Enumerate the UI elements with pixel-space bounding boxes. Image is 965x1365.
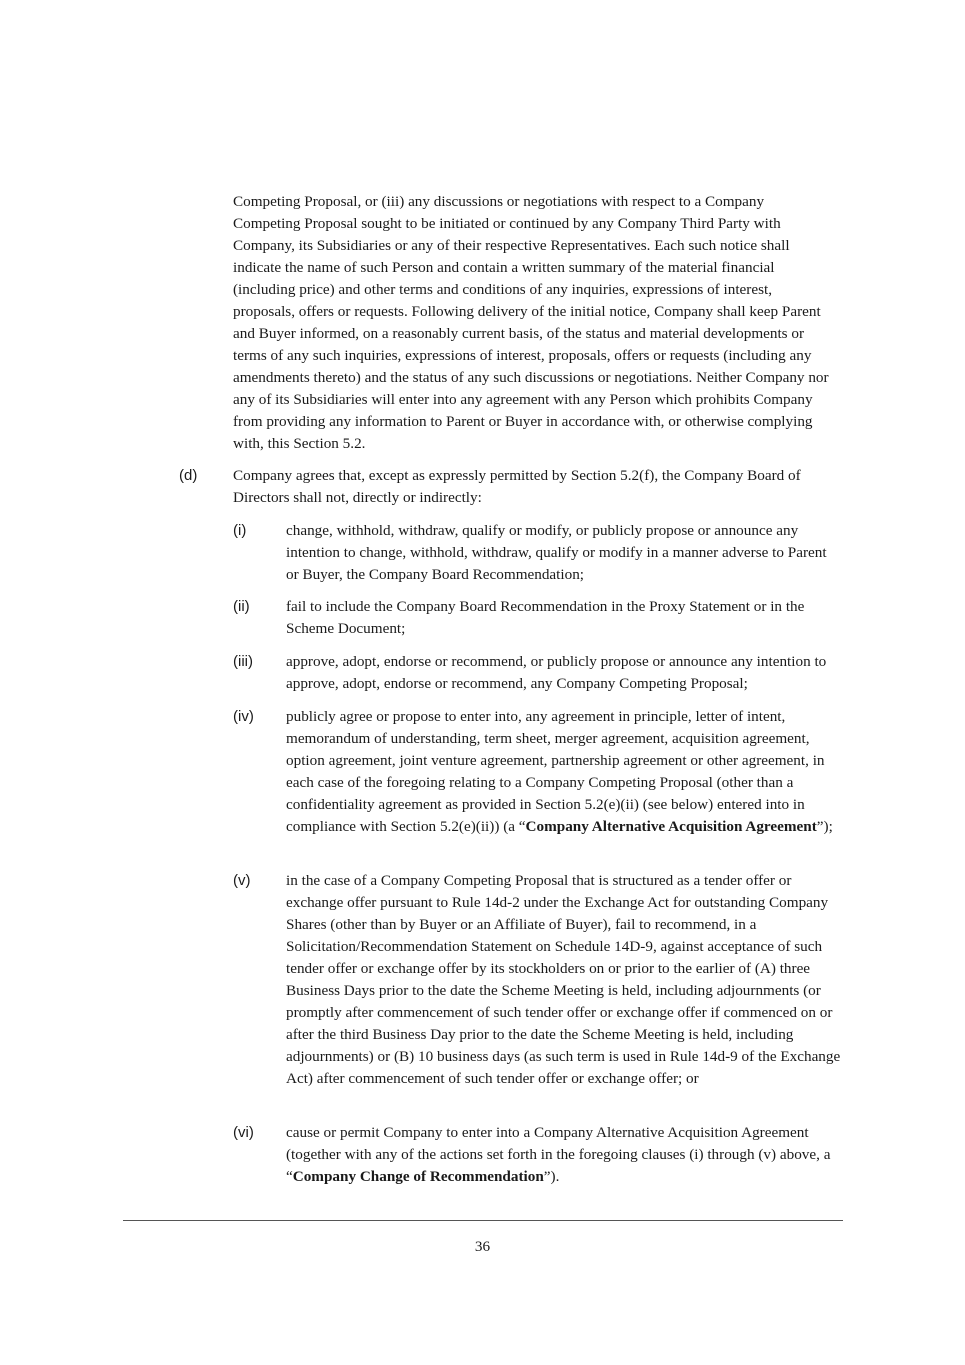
clause-d-text: Company agrees that, except as expressly permitted by Section 5.2(f), the Company Board of Directors shall not, directly or indirectly: [233, 467, 801, 506]
subclause-iv-text-before: publicly agree or propose to enter into, any agreement in principle, letter of intent, memorandum of understanding, term sheet, merger agreement, acquisition agreement, option agreement, joint venture agreement, partnership agreement or other agreement, in each case of the foregoing relating to a Company Competing Proposal (other than a confidentiality agreement as provided in Section 5.2(e)(ii) (see below) entered into in compliance with Section 5.2(e)(ii)) (a “ [286, 708, 825, 835]
defined-term-company-alternative-acquisition-agreement: Company Alternative Acquisition Agreement [525, 818, 817, 835]
subclause-iv-label: (iv) [233, 708, 254, 725]
subclause-ii-label: (ii) [233, 598, 250, 615]
subclause-vi-text-before: cause or permit Company to enter into a Company Alternative Acquisition Agreement (together with any of the actions set forth in the foregoing clauses (i) through (v) above, a “ [286, 1124, 831, 1185]
footer-divider [123, 1220, 843, 1221]
subclause-vi-label: (vi) [233, 1124, 254, 1141]
subclause-ii-text: fail to include the Company Board Recommendation in the Proxy Statement or in the Scheme Document; [286, 598, 805, 637]
subclause-vi-text [286, 1122, 841, 1188]
clause-d-label: (d) [179, 467, 198, 484]
subclause-iii-text: approve, adopt, endorse or recommend, or publicly propose or announce any intention to approve, adopt, endorse or recommend, any Company Competing Proposal; [286, 653, 827, 692]
subclause-v-label: (v) [233, 872, 251, 889]
intro-paragraph: Competing Proposal, or (iii) any discussions or negotiations with respect to a Company Competing Proposal sought to be initiated or continued by any Company Third Party with Company, its Subsidiaries or any of their respective Representatives. Each such notice shall indicate the name of such Person and contain a written summary of the material financial (including price) and other terms and conditions of any inquiries, expressions of interest, proposals, offers or requests. Following delivery of the initial notice, Company shall keep Parent and Buyer informed, on a reasonably current basis, of the status and material developments or terms of any such inquiries, expressions of interest, proposals, offers or requests (including any amendments thereto) and the status of any such discussions or negotiations. Neither Company nor any of its Subsidiaries will enter into any agreement with any Person which prohibits Company from providing any information to Parent or Buyer in accordance with, or otherwise complying with, this Section 5.2. [233, 193, 829, 452]
subclause-v-text: in the case of a Company Competing Proposal that is structured as a tender offer or exchange offer pursuant to Rule 14d-2 under the Exchange Act for outstanding Company Shares (other than by Buyer or an Affiliate of Buyer), fail to recommend, in a Solicitation/Recommendation Statement on Schedule 14D-9, against acceptance of such tender offer or exchange offer by its stockholders on or prior to the earlier of (A) three Business Days prior to the date the Scheme Meeting is held, including adjournments (or promptly after commencement of such tender offer or exchange offer if commenced on or after the third Business Day prior to the date the Scheme Meeting is held, including adjournments) or (B) 10 business days (as such term is used in Rule 14d-9 of the Exchange Act) after commencement of such tender offer or exchange offer; or [286, 872, 841, 1087]
subclause-iv-text-after: ”); [816, 818, 833, 835]
subclause-vi-text-after: ”). [543, 1168, 560, 1185]
page-number: 36 [474, 1238, 491, 1255]
subclause-iii-label: (iii) [233, 653, 253, 670]
subclause-i-label: (i) [233, 522, 247, 539]
defined-term-company-change-of-recommendation: Company Change of Recommendation [292, 1168, 544, 1185]
subclause-i-text: change, withhold, withdraw, qualify or modify, or publicly propose or announce any intention to change, withhold, withdraw, qualify or modify in a manner adverse to Parent or Buyer, the Company Board Recommendation; [286, 522, 827, 583]
subclause-iv-text [286, 706, 841, 838]
